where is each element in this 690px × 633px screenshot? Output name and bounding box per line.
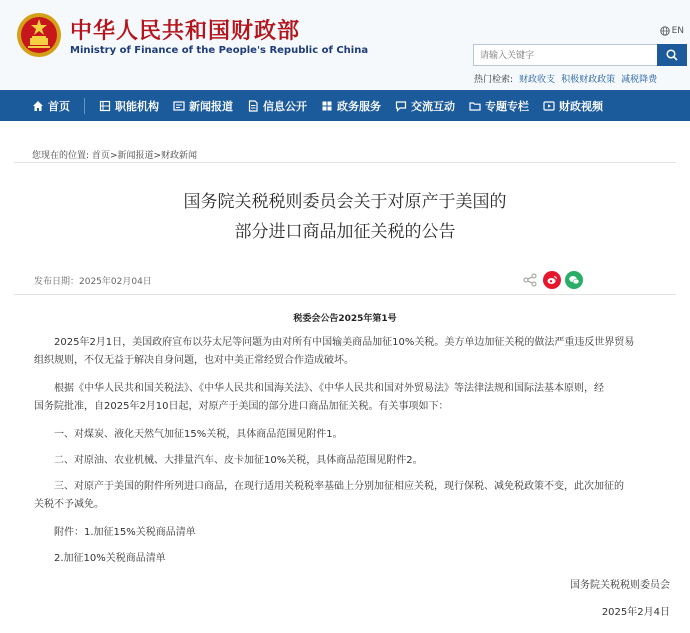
sign-date: 2025年2月4日 — [601, 607, 670, 618]
paragraph-2-line-1: 根据《中华人民共和国关税法》、《中华人民共和国海关法》、《中华人民共和国对外贸易法》等法律法规和国际法基本原则，经 — [54, 383, 604, 394]
publish-date: 发布日期：2025年02月04日 — [34, 277, 152, 287]
nav-label: 交流互动 — [411, 99, 455, 113]
breadcrumb-separator: > — [109, 151, 118, 161]
share-icon — [523, 273, 537, 287]
breadcrumb-label: 您现在的位置: — [32, 151, 90, 161]
nav-label: 财政视频 — [559, 99, 603, 113]
nav-home[interactable] — [32, 90, 70, 121]
wechat-icon — [568, 274, 580, 286]
item-3-line-1: 三、对原产于美国的附件所列进口商品，在现行适用关税税率基础上分别加征相应关税，现行保税、减免税政策不变，此次加征的 — [54, 481, 624, 492]
site-header — [0, 0, 690, 90]
search-icon — [666, 49, 678, 61]
hot-link-2[interactable]: 积极财政政策 — [561, 75, 616, 85]
paragraph-1-line-1: 2025年2月1日，美国政府宣布以芬太尼等问题为由对所有中国输美商品加征10%关税。美方单边加征关税的做法严重违反世界贸易 — [54, 337, 635, 348]
nav-label: 专题专栏 — [485, 99, 529, 113]
site-title-en: Ministry of Finance of the People's Republic of China — [70, 45, 369, 56]
item-2: 二、对原油、农业机械、大排量汽车、皮卡加征10%关税，具体商品范围见附件2。 — [54, 455, 423, 466]
article-title-line1: 国务院关税税则委员会关于对原产于美国的 — [183, 192, 507, 212]
document-number: 税委会公告2025年第1号 — [293, 314, 397, 324]
share-button[interactable] — [521, 271, 539, 289]
wechat-share-button[interactable] — [565, 271, 583, 289]
item-3-line-2: 关税不予减免。 — [34, 499, 104, 510]
nav-special[interactable] — [469, 90, 529, 121]
paragraph-1-line-2: 组织规则，不仅无益于解决自身问题，也对中美正常经贸合作造成破坏。 — [34, 355, 354, 366]
nav-divider — [84, 98, 85, 114]
service-icon — [321, 100, 333, 112]
nav-label: 信息公开 — [263, 99, 307, 113]
breadcrumb-item-finance-news[interactable]: 财政新闻 — [161, 151, 198, 161]
breadcrumb — [32, 148, 197, 161]
nav-info[interactable] — [247, 90, 307, 121]
item-1: 一、对煤炭、液化天然气加征15%关税，具体商品范围见附件1。 — [54, 429, 343, 440]
article-title-line2: 部分进口商品加征关税的公告 — [234, 222, 456, 242]
video-icon — [543, 100, 555, 112]
weibo-share-button[interactable] — [543, 271, 561, 289]
org-icon — [99, 100, 111, 112]
home-icon — [32, 100, 44, 112]
hot-search — [474, 72, 657, 85]
hot-link-1[interactable]: 财政收支 — [519, 75, 556, 85]
search-input[interactable] — [473, 44, 657, 66]
language-switch[interactable] — [660, 26, 684, 36]
language-label: EN — [671, 26, 684, 36]
news-icon — [173, 100, 185, 112]
divider — [14, 294, 676, 295]
breadcrumb-separator: > — [153, 151, 162, 161]
nav-label: 政务服务 — [337, 99, 381, 113]
site-title-cn[interactable]: 中华人民共和国财政部 — [70, 19, 301, 44]
nav-org[interactable] — [99, 90, 159, 121]
doc-icon — [247, 100, 259, 112]
attachment-1-link[interactable]: 附件：1.加征15%关税商品清单 — [54, 527, 196, 538]
breadcrumb-item-news[interactable]: 新闻报道 — [117, 151, 154, 161]
nav-news[interactable] — [173, 90, 233, 121]
signer: 国务院关税税则委员会 — [570, 580, 670, 591]
chat-icon — [395, 100, 407, 112]
attachment-2-link[interactable]: 2.加征10%关税商品清单 — [54, 553, 166, 564]
nav-service[interactable] — [321, 90, 381, 121]
national-emblem-icon[interactable] — [16, 12, 62, 58]
divider — [14, 162, 676, 163]
folder-icon — [469, 100, 481, 112]
nav-video[interactable] — [543, 90, 603, 121]
main-nav — [0, 90, 690, 121]
breadcrumb-item-home[interactable]: 首页 — [91, 151, 110, 161]
nav-label: 新闻报道 — [189, 99, 233, 113]
hot-search-label: 热门检索: — [474, 75, 514, 85]
nav-label: 职能机构 — [115, 99, 159, 113]
nav-label: 首页 — [48, 99, 70, 113]
weibo-icon — [546, 274, 558, 286]
nav-interact[interactable] — [395, 90, 455, 121]
search-button[interactable] — [657, 44, 687, 66]
paragraph-2-line-2: 国务院批准，自2025年2月10日起，对原产于美国的部分进口商品加征关税。有关事项如下： — [34, 401, 449, 412]
hot-link-3[interactable]: 减税降费 — [621, 75, 658, 85]
globe-icon — [660, 26, 670, 36]
